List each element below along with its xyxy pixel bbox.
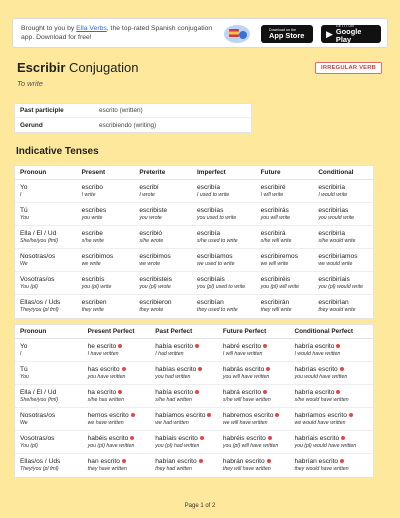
conjugation-translation: we will have written (222, 419, 268, 426)
conjugation-cell (256, 184, 314, 199)
conjugation-translation: they will have written (222, 466, 271, 472)
section-title: Indicative Tenses (16, 146, 99, 157)
table-row (15, 362, 373, 385)
conjugation: escribo (81, 183, 103, 191)
conjugation-cell (77, 207, 135, 222)
conjugation-translation: s/he has written (87, 396, 124, 403)
irregular-dot-icon (130, 436, 134, 440)
conjugation-translation: you (pl) would write (318, 283, 363, 290)
conjugation-translation: we used to write (197, 260, 235, 267)
conjugation-cell (83, 412, 151, 427)
conjugation: escribías (197, 206, 224, 214)
conjugation: escribiste (139, 206, 168, 214)
conjugation-cell (218, 343, 290, 358)
conjugation-translation: they have written (87, 466, 127, 472)
page-number: Page 1 of 2 (184, 503, 216, 509)
conjugation-translation: I had written (155, 350, 184, 357)
conjugation: escribiremos (260, 252, 299, 260)
conjugation: escribís (81, 275, 105, 283)
conjugation-translation: they will write (260, 307, 292, 313)
conjugation-translation: s/he will have written (222, 396, 271, 403)
conjugation-translation: you (pl) wrote (139, 283, 171, 290)
irregular-dot-icon (118, 344, 122, 348)
conjugation: escribía (197, 229, 221, 237)
conjugation: escribes (81, 206, 107, 214)
pronoun-translation: I (20, 191, 22, 198)
conjugation: escribiría (318, 229, 346, 237)
table-row (15, 385, 373, 408)
conjugation-translation: you (pl) will write (260, 283, 299, 290)
irregular-dot-icon (275, 413, 279, 417)
conjugation-cell (256, 299, 314, 314)
conjugation: escribieron (139, 299, 172, 306)
irregular-dot-icon (195, 344, 199, 348)
pronoun-cell (15, 412, 83, 427)
conjugation-translation: you will write (260, 214, 291, 221)
app-store-button[interactable]: Download on the App Store (261, 25, 313, 43)
conjugation: habían escrito (155, 458, 197, 465)
conjugation-translation: you (pl) have written (87, 442, 135, 449)
conjugation: escribirás (260, 206, 289, 214)
table-row (15, 272, 373, 295)
conjugation-cell (313, 276, 373, 291)
pronoun-translation: She/he/you (fml) (20, 396, 59, 403)
conjugation-translation: I will write (260, 191, 284, 198)
conjugation-cell (83, 458, 151, 473)
conjugation-cell (218, 458, 290, 473)
conjugation-translation: you used to write (197, 214, 237, 221)
app-illustration-icon (223, 23, 251, 45)
conjugation-translation: I would write (318, 191, 348, 198)
pronoun-translation: She/he/you (fml) (20, 237, 59, 244)
conjugation-translation: they had written (155, 466, 192, 472)
conjugation: escriben (81, 299, 107, 306)
conjugation: habríamos escrito (294, 411, 347, 419)
column-header: Pronoun (20, 328, 47, 335)
conjugation-cell (77, 253, 135, 268)
conjugation-cell (150, 435, 218, 450)
conjugation-translation: s/he would write (318, 237, 356, 244)
conjugation: has escrito (87, 365, 120, 373)
irregular-dot-icon (198, 367, 202, 371)
pronoun: Yo (20, 342, 28, 350)
conjugation: escribirán (260, 299, 290, 306)
irregular-dot-icon (349, 413, 353, 417)
conjugation: escribimos (139, 252, 171, 260)
conjugation-cell (256, 230, 314, 245)
irregular-dot-icon (263, 390, 267, 394)
conjugation: escribió (139, 229, 163, 237)
conjugation-cell (192, 276, 256, 291)
pronoun-cell (15, 366, 83, 381)
conjugation-translation: they write (81, 307, 104, 313)
conjugation: he escrito (87, 342, 117, 350)
pronoun: Vosotras/os (20, 434, 55, 442)
conjugation-translation: you (pl) will have written (222, 442, 279, 449)
conjugation-cell (77, 276, 135, 291)
conjugation-cell (77, 299, 135, 314)
table-row (15, 339, 373, 362)
conjugation-cell (150, 412, 218, 427)
conjugation: escribíais (197, 275, 225, 283)
conjugation: habrán escrito (222, 458, 265, 465)
conjugation: escribíamos (197, 252, 233, 260)
irregular-dot-icon (199, 459, 203, 463)
conjugation: escribiríamos (318, 252, 358, 260)
pronoun: Ella / Él / Ud (20, 229, 57, 237)
conjugation: han escrito (87, 458, 120, 465)
irregular-dot-icon (131, 413, 135, 417)
conjugation: escribiréis (260, 275, 291, 283)
table-row (15, 431, 373, 454)
pronoun-cell (15, 207, 77, 222)
conjugation: ha escrito (87, 388, 117, 396)
pronoun-cell (15, 276, 77, 291)
conjugation-cell (289, 343, 373, 358)
conjugation-cell (218, 412, 290, 427)
table-row (15, 203, 373, 226)
pronoun-translation: They/you (pl fml) (20, 307, 59, 313)
conjugation-cell (134, 276, 192, 291)
conjugation-translation: s/he would have written (294, 396, 349, 403)
conjugation-translation: they would have written (294, 466, 349, 472)
pronoun: Nosotras/os (20, 252, 56, 260)
table-row (15, 454, 373, 477)
pronoun-translation: We (20, 419, 28, 426)
irregular-dot-icon (263, 344, 267, 348)
conjugation-cell (134, 230, 192, 245)
conjugation: escribirá (260, 229, 286, 237)
pronoun-translation: We (20, 260, 28, 267)
conjugation-cell (289, 412, 373, 427)
conjugation-translation: s/he write (81, 237, 104, 244)
conjugation-translation: they used to write (197, 307, 238, 313)
irregular-dot-icon (195, 390, 199, 394)
irregular-dot-icon (118, 390, 122, 394)
conjugation: escribisteis (139, 275, 172, 283)
pronoun: Ellas/os / Uds (20, 299, 61, 306)
pronoun-translation: You (20, 373, 29, 380)
conjugation: escribiré (260, 183, 286, 191)
pronoun-cell (15, 230, 77, 245)
conjugation: había escrito (155, 388, 194, 396)
conjugation-cell (134, 299, 192, 314)
irregular-dot-icon (341, 436, 345, 440)
irregular-dot-icon (266, 367, 270, 371)
conjugation: escribirías (318, 206, 349, 214)
conjugation-cell (313, 230, 373, 245)
conjugation-cell (218, 435, 290, 450)
conjugation-cell (83, 389, 151, 404)
conjugation-cell (289, 458, 373, 473)
conjugation-cell (83, 435, 151, 450)
conjugation-cell (192, 207, 256, 222)
translation: To write (17, 79, 43, 88)
conjugation-cell (134, 207, 192, 222)
conjugation-translation: they wrote (139, 307, 164, 313)
conjugation-translation: they would write (318, 307, 356, 313)
conjugation-translation: s/he will write (260, 237, 292, 244)
conjugation: habéis escrito (87, 434, 129, 442)
pronoun-cell (15, 343, 83, 358)
conjugation-cell (313, 207, 373, 222)
info-row: Gerund escribiendo (writing) (20, 121, 157, 129)
conjugation-translation: we would write (318, 260, 353, 267)
conjugation: habría escrito (294, 388, 335, 396)
pronoun: Nosotras/os (20, 411, 56, 419)
conjugation-cell (289, 389, 373, 404)
irregular-dot-icon (122, 459, 126, 463)
pronoun-translation: I (20, 350, 22, 357)
conjugation-translation: you had written (155, 373, 191, 380)
indicative-simple-table (14, 165, 374, 319)
pronoun: Ellas/os / Uds (20, 458, 61, 465)
conjugation-cell (77, 184, 135, 199)
conjugation: habrías escrito (294, 365, 338, 373)
conjugation-translation: I write (81, 191, 96, 198)
pronoun: Tú (20, 206, 28, 214)
banner-text: Brought to you by Ella Verbs, the top-rated Spanish conjugation app. Download for free! (21, 25, 213, 41)
pronoun-cell (15, 458, 83, 473)
conjugation-cell (218, 366, 290, 381)
pronoun-translation: You (20, 214, 29, 221)
irregular-dot-icon (336, 344, 340, 348)
column-header: Imperfect (197, 169, 226, 176)
conjugation: escribimos (81, 252, 114, 260)
conjugation: habríais escrito (294, 434, 340, 442)
conjugation: escribiría (318, 183, 346, 191)
conjugation: escribían (197, 299, 224, 306)
conjugation-translation: you (pl) had written (155, 442, 200, 449)
page-title: Escribir Conjugation (17, 60, 139, 75)
conjugation: habrían escrito (294, 458, 339, 465)
pronoun: Yo (20, 183, 28, 191)
conjugation-cell (77, 230, 135, 245)
column-header: Future Perfect (222, 328, 267, 335)
irregular-dot-icon (207, 413, 211, 417)
pronoun-translation: They/you (pl fml) (20, 466, 59, 472)
pronoun-cell (15, 389, 83, 404)
conjugation-cell (289, 366, 373, 381)
conjugation: habíais escrito (155, 434, 198, 442)
irregular-dot-icon (268, 436, 272, 440)
conjugation-translation: I will have written (222, 350, 263, 357)
google-play-button[interactable]: ▶ GET IT ON Google Play (321, 25, 381, 43)
column-header: Conditional Perfect (294, 328, 354, 335)
pronoun-cell (15, 435, 83, 450)
conjugation-translation: we would have written (294, 419, 346, 426)
pronoun: Tú (20, 365, 28, 373)
column-header: Preterite (139, 169, 166, 176)
table-row (15, 408, 373, 431)
info-row: Past participle escrito (written) (15, 104, 251, 118)
table-row (15, 226, 373, 249)
conjugation-cell (313, 299, 373, 314)
conjugation-translation: I used to write (197, 191, 230, 198)
conjugation: habrá escrito (222, 388, 261, 396)
conjugation-translation: you (pl) write (81, 283, 112, 290)
conjugation-cell (134, 253, 192, 268)
table-row (15, 295, 373, 318)
table-row (15, 180, 373, 203)
column-header: Future (260, 169, 281, 176)
conjugation-cell (192, 184, 256, 199)
conjugation-cell (192, 253, 256, 268)
irregular-dot-icon (200, 436, 204, 440)
conjugation-translation: I have written (87, 350, 119, 357)
irregular-dot-icon (336, 390, 340, 394)
promo-banner (12, 18, 388, 48)
column-header: Past Perfect (155, 328, 193, 335)
conjugation-translation: you would have written (294, 373, 348, 380)
conjugation-translation: s/he had written (155, 396, 192, 403)
irregular-verb-badge: IRREGULAR VERB (315, 62, 382, 74)
conjugation: habíamos escrito (155, 411, 206, 419)
conjugation-cell (134, 184, 192, 199)
pronoun-cell (15, 184, 77, 199)
conjugation: habrás escrito (222, 365, 265, 373)
conjugation: escribirían (318, 299, 349, 306)
pronoun-cell (15, 253, 77, 268)
conjugation-translation: you (pl) would have written (294, 442, 357, 449)
conjugation: escribí (139, 183, 159, 191)
table-header (15, 166, 373, 180)
conjugation-translation: you wrote (139, 214, 162, 221)
conjugation-translation: we write (81, 260, 101, 267)
irregular-dot-icon (267, 459, 271, 463)
column-header: Pronoun (20, 169, 47, 176)
pronoun-cell (15, 299, 77, 314)
conjugation-cell (150, 389, 218, 404)
verb-info-table (14, 103, 252, 133)
irregular-dot-icon (340, 367, 344, 371)
conjugation-translation: you (pl) used to write (197, 283, 246, 290)
column-header: Conditional (318, 169, 354, 176)
pronoun: Ella / Él / Ud (20, 388, 57, 396)
conjugation: hemos escrito (87, 411, 129, 419)
conjugation: escribe (81, 229, 103, 237)
play-icon: ▶ (326, 28, 333, 39)
column-header: Present Perfect (87, 328, 135, 335)
conjugation-cell (83, 343, 151, 358)
conjugation: escribía (197, 183, 221, 191)
conjugation-translation: you have written (87, 373, 126, 380)
indicative-perfect-table (14, 324, 374, 478)
conjugation-translation: we have written (87, 419, 124, 426)
conjugation-translation: we wrote (139, 260, 161, 267)
conjugation-cell (256, 207, 314, 222)
conjugation: habías escrito (155, 365, 197, 373)
conjugation-cell (150, 343, 218, 358)
conjugation-cell (150, 366, 218, 381)
conjugation: escribiríais (318, 275, 350, 283)
conjugation-translation: I wrote (139, 191, 155, 198)
ella-verbs-link[interactable]: Ella Verbs (76, 25, 107, 32)
conjugation-cell (313, 253, 373, 268)
pronoun-translation: You (pl) (20, 283, 38, 290)
pronoun: Vosotras/os (20, 275, 55, 283)
conjugation-cell (289, 435, 373, 450)
conjugation-cell (256, 253, 314, 268)
pronoun-translation: You (pl) (20, 442, 38, 449)
conjugation: habría escrito (294, 342, 335, 350)
conjugation-translation: you would write (318, 214, 355, 221)
conjugation-translation: we had written (155, 419, 189, 426)
conjugation-cell (192, 230, 256, 245)
conjugation: habremos escrito (222, 411, 274, 419)
conjugation-translation: I would have written (294, 350, 341, 357)
irregular-dot-icon (122, 367, 126, 371)
table-row (15, 249, 373, 272)
conjugation-cell (83, 366, 151, 381)
conjugation-translation: we will write (260, 260, 289, 267)
conjugation-cell (218, 389, 290, 404)
conjugation-cell (150, 458, 218, 473)
column-header: Present (81, 169, 106, 176)
conjugation-translation: you write (81, 214, 103, 221)
conjugation: habré escrito (222, 342, 261, 350)
conjugation-cell (256, 276, 314, 291)
conjugation-translation: s/he wrote (139, 237, 164, 244)
table-header (15, 325, 373, 339)
conjugation: habréis escrito (222, 434, 266, 442)
conjugation-cell (313, 184, 373, 199)
conjugation: había escrito (155, 342, 194, 350)
conjugation-cell (192, 299, 256, 314)
conjugation-translation: s/he used to write (197, 237, 238, 244)
irregular-dot-icon (340, 459, 344, 463)
conjugation-translation: you will have written (222, 373, 270, 380)
